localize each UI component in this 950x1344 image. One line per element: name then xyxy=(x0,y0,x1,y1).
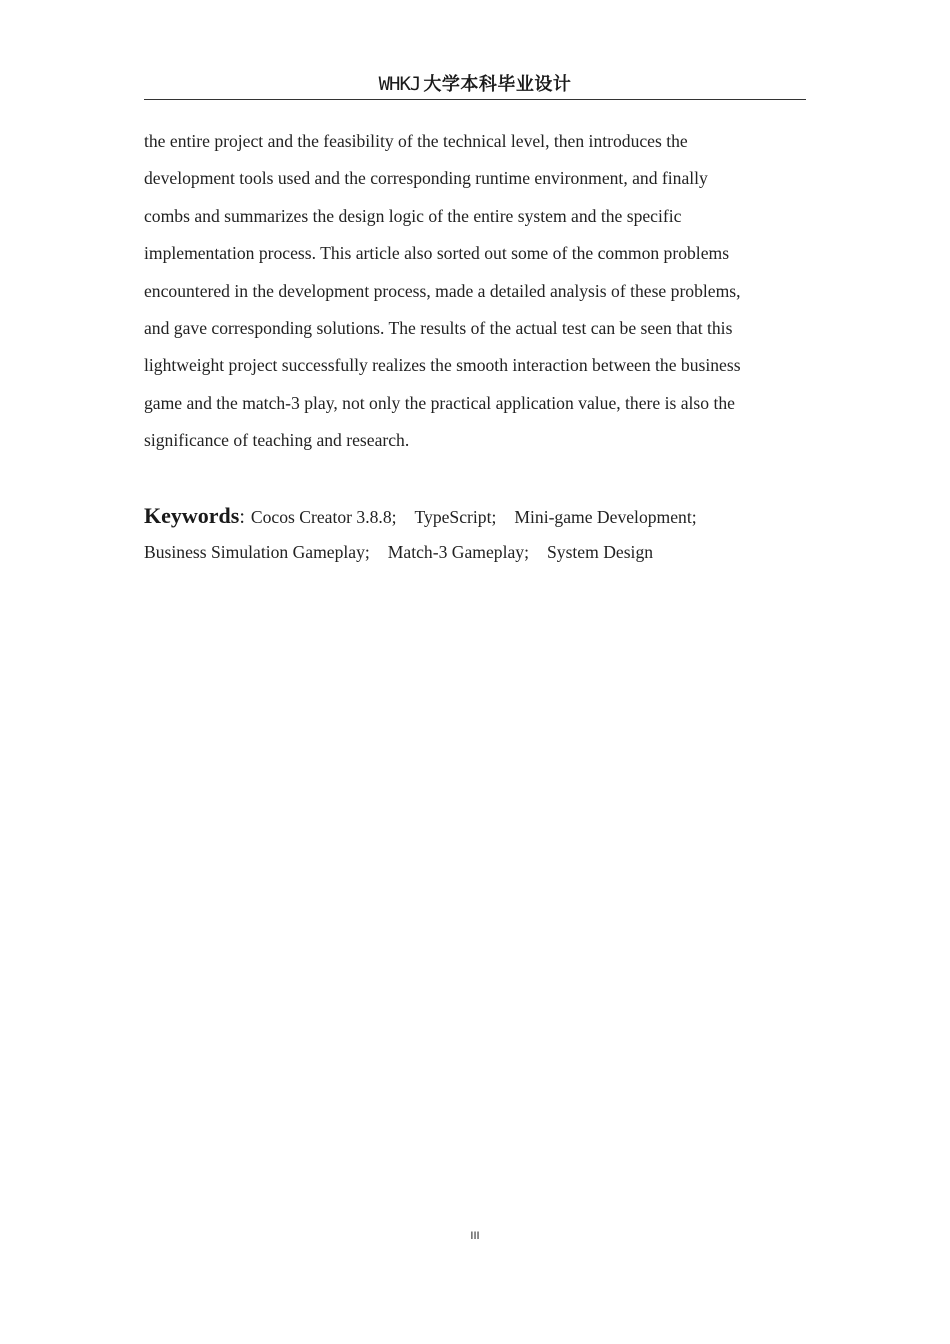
keyword-item: System Design xyxy=(546,542,654,562)
page-number: III xyxy=(470,1230,480,1242)
abstract-paragraph xyxy=(144,123,806,460)
abstract-line: encountered in the development process, made a detailed analysis of these problems, xyxy=(144,280,741,301)
abstract-line: and gave corresponding solutions. The results of the actual test can be seen that this xyxy=(144,317,733,338)
abstract-line: lightweight project successfully realizes the smooth interaction between the business xyxy=(144,355,741,376)
abstract-line: combs and summarizes the design logic of the entire system and the specific xyxy=(144,205,682,226)
header-document-type: 大学本科毕业设计 xyxy=(423,74,572,95)
keyword-item: Cocos Creator 3.8.8; xyxy=(250,507,397,527)
keywords-line-1 xyxy=(144,498,824,534)
abstract-line: the entire project and the feasibility of the technical level, then introduces the xyxy=(144,131,688,151)
abstract-line: game and the match-3 play, not only the practical application value, there is also the xyxy=(144,392,735,413)
keyword-item: TypeScript; xyxy=(414,507,497,527)
header-title xyxy=(379,70,572,99)
keywords-section xyxy=(144,498,824,570)
abstract-line: implementation process. This article also sorted out some of the common problems xyxy=(144,243,730,264)
keyword-item: Mini-game Development; xyxy=(514,507,697,527)
keyword-item: Match-3 Gameplay; xyxy=(387,542,529,562)
keyword-item: Business Simulation Gameplay; xyxy=(144,542,370,562)
abstract-line: development tools used and the corresponding runtime environment, and finally xyxy=(144,168,708,189)
header-institution-code: WHKJ xyxy=(378,73,421,95)
keywords-line-2 xyxy=(144,534,824,570)
abstract-line: significance of teaching and research. xyxy=(144,430,410,451)
page-header xyxy=(144,70,806,100)
keywords-colon: : xyxy=(239,506,245,528)
keywords-label: Keywords xyxy=(144,503,240,528)
